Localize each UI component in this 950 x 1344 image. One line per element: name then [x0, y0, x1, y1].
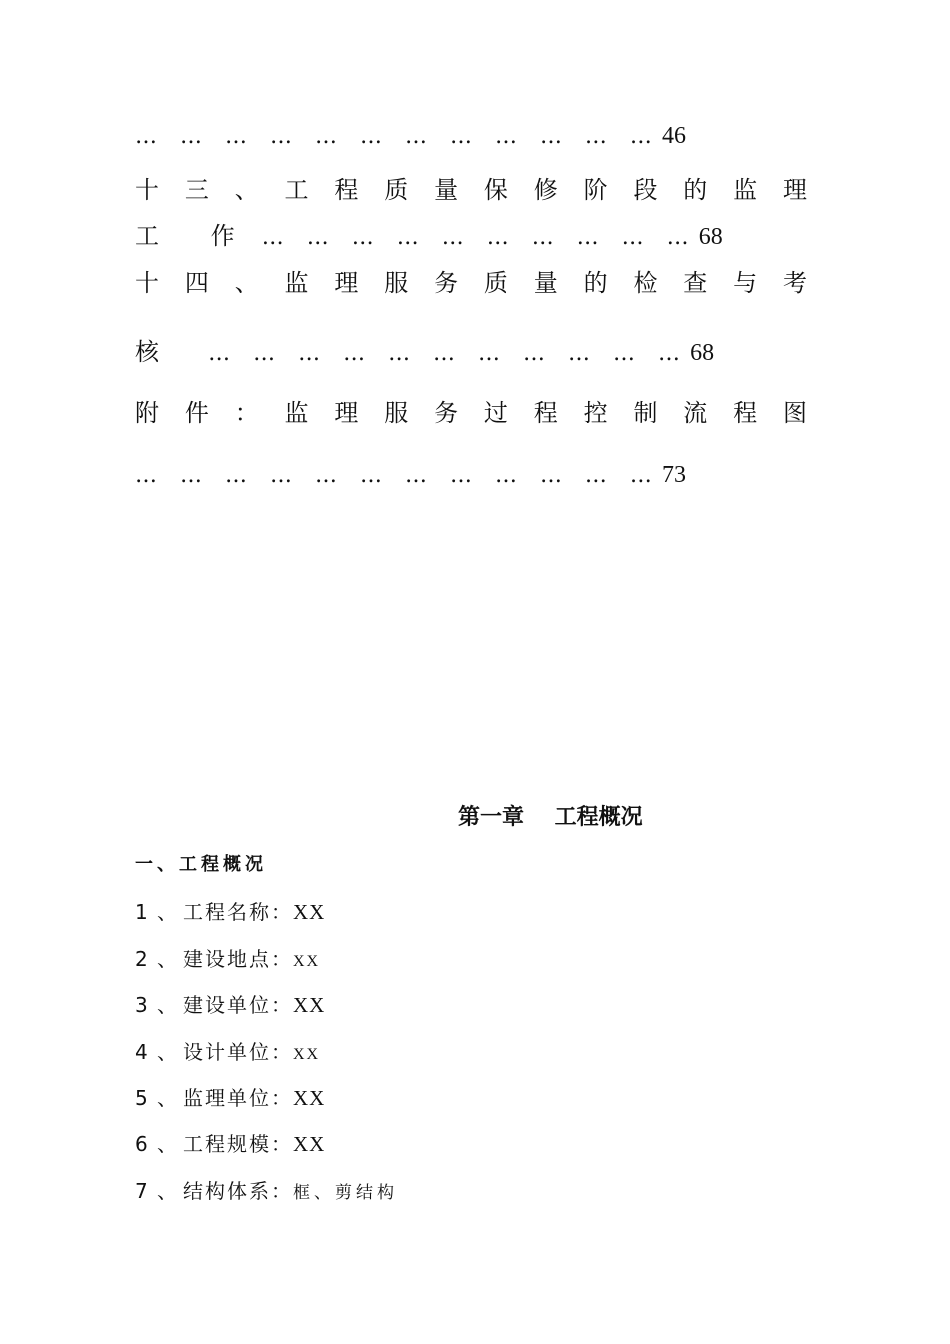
toc-char: 、	[234, 176, 259, 204]
item-number: 7	[135, 1179, 150, 1203]
item-value: XX	[293, 1086, 326, 1110]
list-item	[135, 1128, 325, 1157]
toc-entry-text: 工 作	[135, 222, 257, 250]
toc-char: 服	[384, 399, 409, 427]
item-separator: 、	[157, 1179, 179, 1203]
toc-leader-dots: … … … … … … … … … …	[261, 225, 690, 250]
toc-entry-13-heading	[135, 170, 807, 205]
item-value: XX	[293, 1132, 326, 1156]
toc-entry-14-heading	[135, 263, 807, 298]
toc-char: 修	[533, 176, 558, 204]
toc-char: 控	[583, 399, 608, 427]
toc-row-3	[135, 216, 723, 251]
item-number: 1	[135, 900, 150, 924]
toc-char: 三	[184, 176, 209, 204]
item-label: 建设地点：	[183, 947, 293, 971]
item-number: 3	[135, 993, 150, 1017]
toc-char: 阶	[583, 176, 608, 204]
list-item	[135, 1036, 320, 1065]
item-value: XX	[293, 993, 326, 1017]
toc-char: 制	[633, 399, 658, 427]
toc-leader-dots: … … … … … … … … … … … …	[135, 124, 653, 149]
toc-char: 、	[234, 269, 259, 297]
toc-char: 量	[533, 269, 558, 297]
toc-char: ：	[234, 399, 259, 427]
item-separator: 、	[157, 993, 179, 1017]
list-item	[135, 989, 325, 1018]
toc-char: 服	[384, 269, 409, 297]
item-value: XX	[293, 900, 326, 924]
item-value: XX	[293, 1046, 321, 1063]
toc-char: 监	[284, 399, 309, 427]
item-separator: 、	[157, 1086, 179, 1110]
toc-char: 工	[284, 176, 309, 204]
toc-char: 四	[184, 269, 209, 297]
toc-char: 的	[683, 176, 708, 204]
item-label: 监理单位：	[183, 1086, 293, 1110]
toc-char: 程	[533, 399, 558, 427]
list-item	[135, 943, 320, 972]
toc-char: 监	[733, 176, 758, 204]
toc-char: 务	[434, 399, 459, 427]
toc-char: 与	[733, 269, 758, 297]
item-label: 设计单位：	[183, 1040, 293, 1064]
toc-char: 程	[334, 176, 359, 204]
item-label: 建设单位：	[183, 993, 293, 1017]
toc-char: 段	[633, 176, 658, 204]
toc-page-number: 68	[698, 224, 723, 250]
item-number: 4	[135, 1040, 150, 1064]
toc-char: 过	[483, 399, 508, 427]
item-value: 框、剪结构	[293, 1183, 398, 1203]
toc-char: 质	[483, 269, 508, 297]
item-label: 工程规模：	[183, 1132, 293, 1156]
item-number: 6	[135, 1132, 150, 1156]
toc-entry-appendix-heading	[135, 393, 807, 428]
toc-char: 务	[434, 269, 459, 297]
toc-row-1	[135, 123, 686, 150]
chapter-title: 第一章 工程概况	[458, 805, 643, 830]
item-separator: 、	[157, 1040, 179, 1064]
toc-char: 程	[733, 399, 758, 427]
toc-row-7	[135, 462, 686, 489]
list-item	[135, 896, 325, 925]
list-item	[135, 1175, 398, 1204]
toc-page-number: 73	[662, 462, 687, 488]
toc-char: 质	[384, 176, 409, 204]
toc-char: 件	[184, 399, 209, 427]
list-item	[135, 1082, 325, 1111]
toc-char: 流	[683, 399, 708, 427]
toc-char: 的	[583, 269, 608, 297]
toc-char: 十	[135, 176, 159, 204]
toc-page-number: 46	[662, 123, 687, 149]
toc-leader-dots: … … … … … … … … … … … …	[135, 463, 653, 488]
toc-char: 量	[434, 176, 459, 204]
section-heading: 一、工程概况	[135, 854, 267, 875]
item-label: 工程名称：	[183, 900, 293, 924]
toc-char: 图	[782, 399, 807, 427]
item-number: 5	[135, 1086, 150, 1110]
toc-page-number: 68	[690, 340, 715, 366]
toc-char: 十	[135, 269, 159, 297]
toc-entry-text: 核	[135, 338, 159, 366]
toc-leader-dots: … … … … … … … … … … …	[208, 341, 682, 366]
toc-char: 检	[633, 269, 658, 297]
item-separator: 、	[157, 1132, 179, 1156]
toc-char: 理	[782, 176, 807, 204]
toc-char: 查	[683, 269, 708, 297]
toc-char: 保	[483, 176, 508, 204]
toc-char: 附	[135, 399, 159, 427]
item-separator: 、	[157, 900, 179, 924]
toc-char: 监	[284, 269, 309, 297]
toc-char: 理	[334, 399, 359, 427]
toc-char: 理	[334, 269, 359, 297]
item-number: 2	[135, 947, 150, 971]
item-separator: 、	[157, 947, 179, 971]
item-label: 结构体系：	[183, 1179, 293, 1203]
toc-char: 考	[782, 269, 807, 297]
toc-row-5	[135, 332, 714, 367]
item-value: XX	[293, 953, 321, 970]
